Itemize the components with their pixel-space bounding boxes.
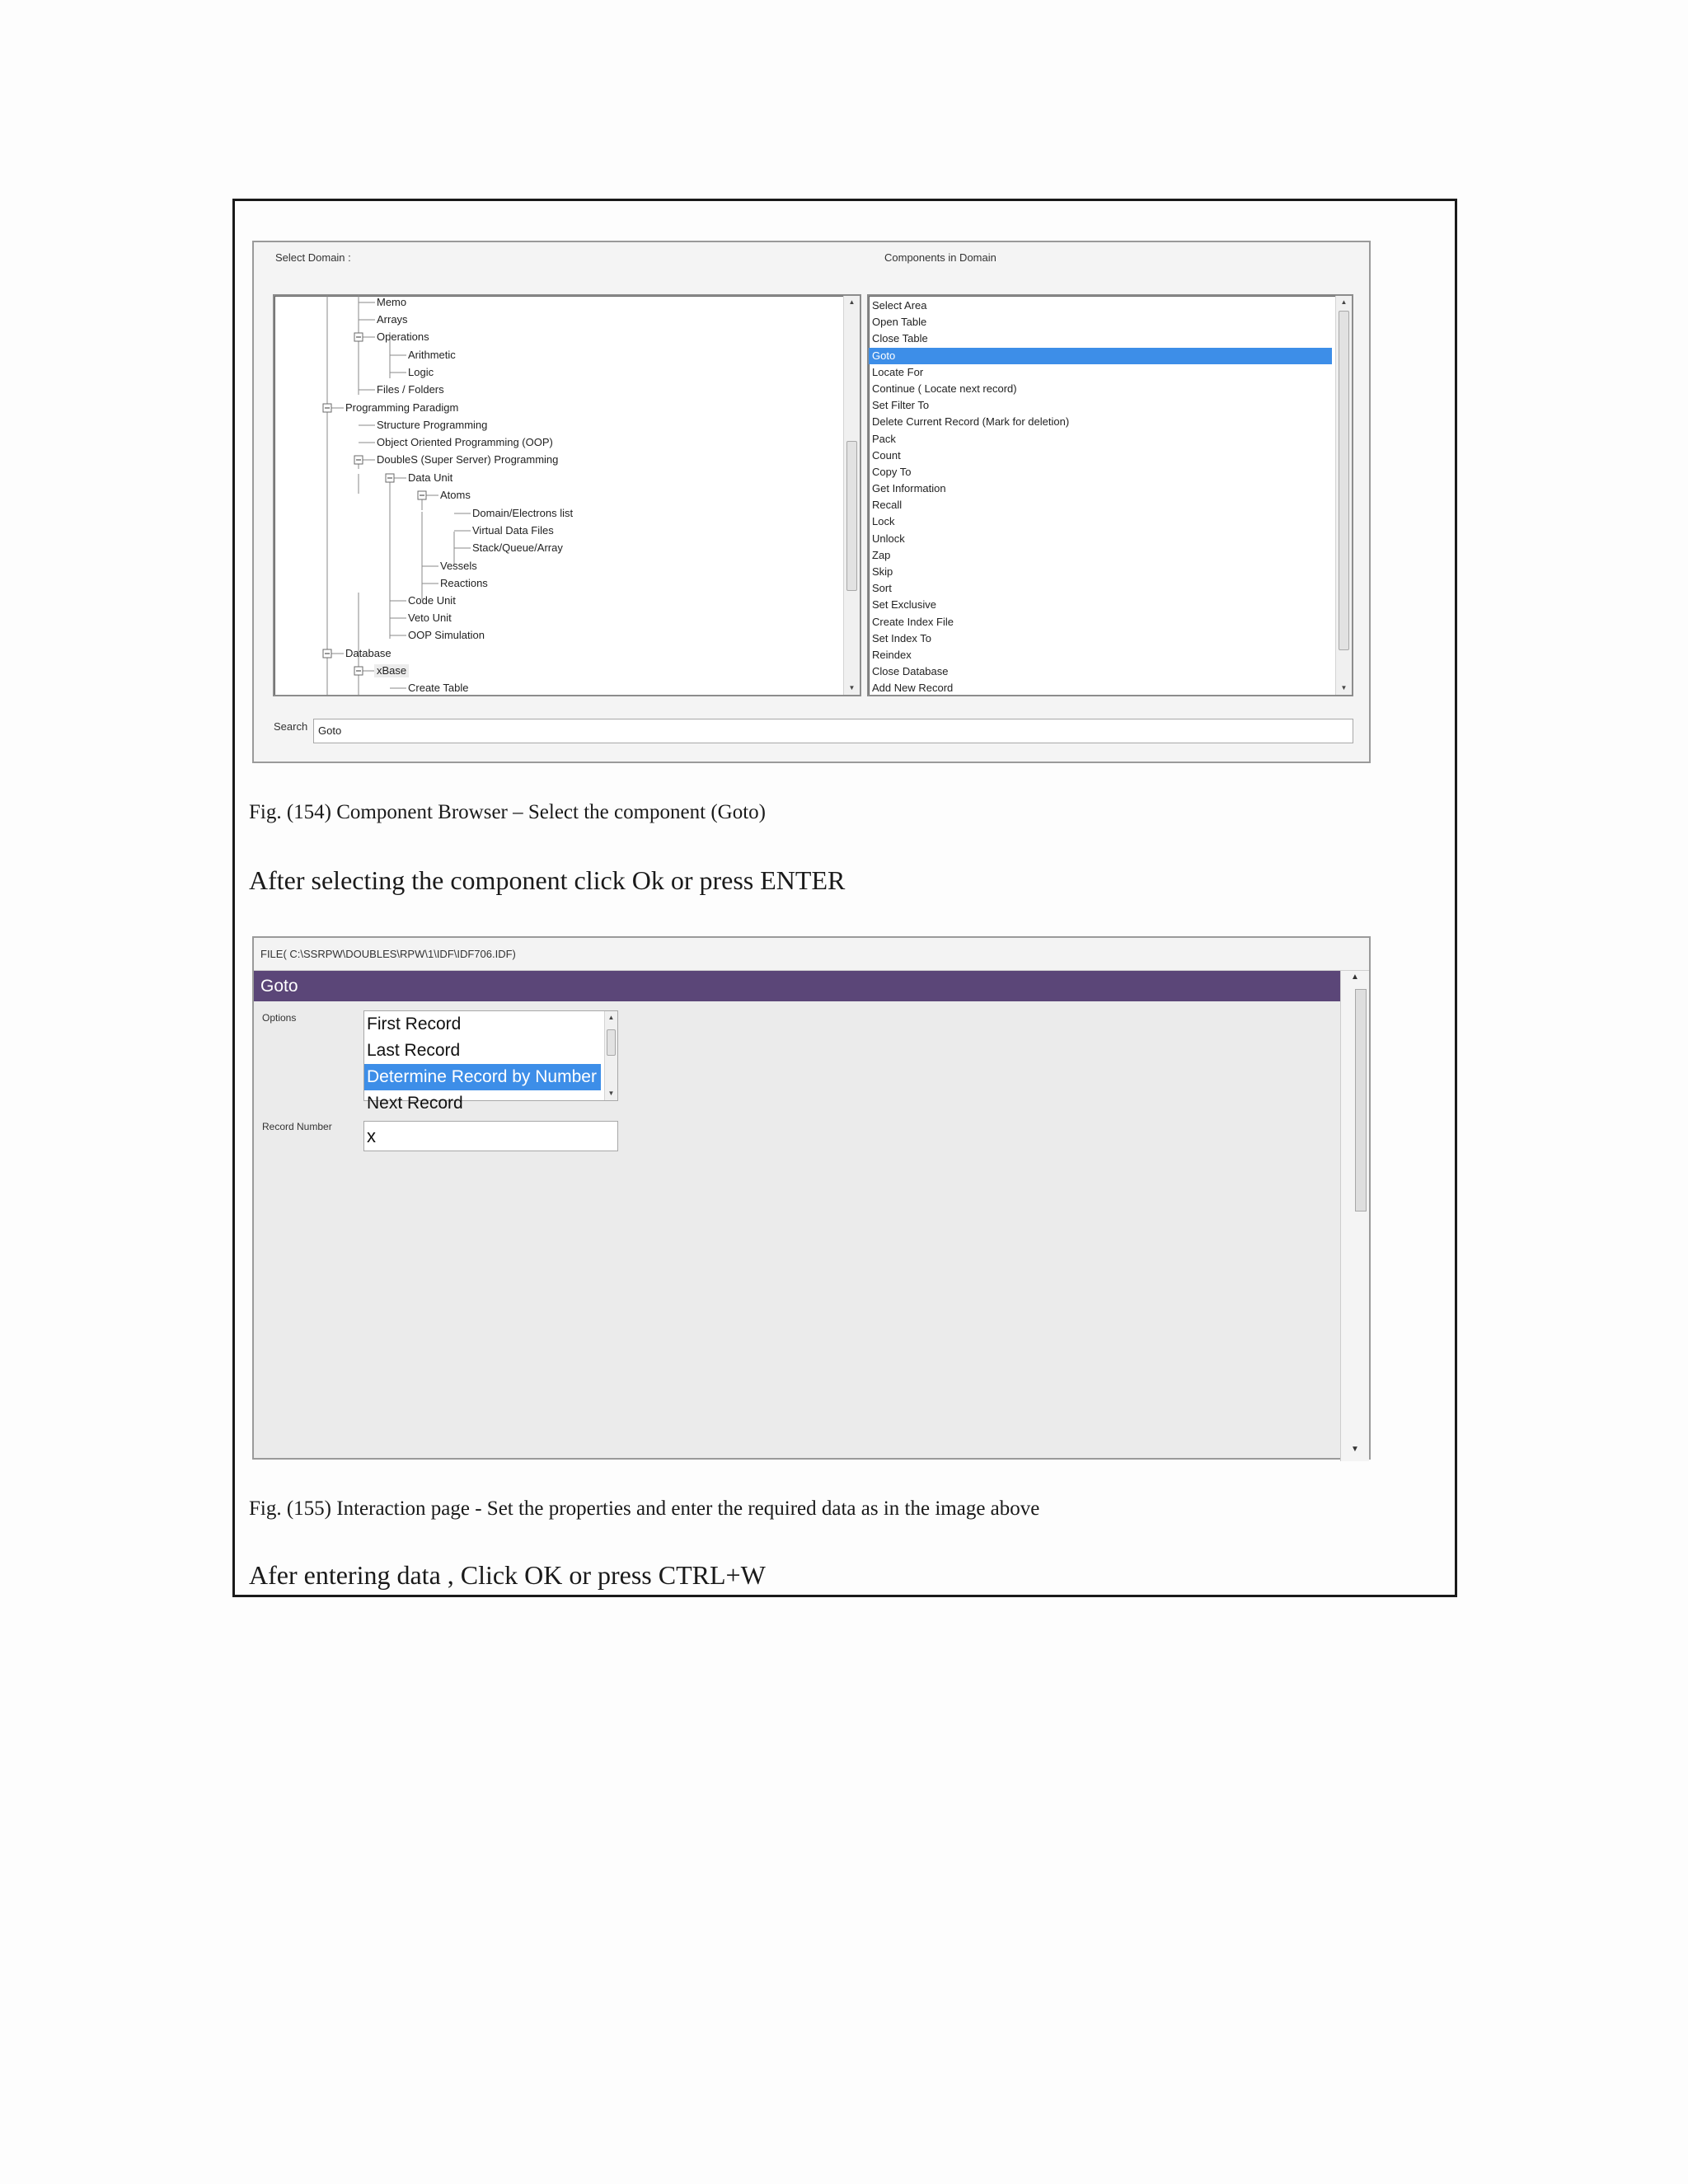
figure-154-caption: Fig. (154) Component Browser – Select the component (Goto) xyxy=(249,801,766,823)
component-item[interactable]: Copy To xyxy=(872,465,912,478)
tree-scrollbar[interactable] xyxy=(843,296,860,695)
scrollbar-thumb[interactable] xyxy=(1355,989,1367,1212)
components-scrollbar[interactable] xyxy=(1335,296,1352,695)
tree-node[interactable]: Structure Programming xyxy=(377,419,488,431)
components-list[interactable] xyxy=(867,294,1353,696)
component-item[interactable]: Set Filter To xyxy=(872,399,930,412)
component-item[interactable]: Set Index To xyxy=(872,631,932,644)
component-item[interactable]: Select Area xyxy=(872,299,927,312)
tree-node[interactable]: Database xyxy=(345,647,392,659)
scroll-down-arrow-icon[interactable]: ▼ xyxy=(1340,684,1348,691)
component-item[interactable]: Set Exclusive xyxy=(872,598,937,612)
component-browser-screenshot xyxy=(252,241,1371,763)
component-item[interactable]: Lock xyxy=(872,515,895,528)
component-item[interactable]: Pack xyxy=(872,432,896,445)
component-item[interactable]: Recall xyxy=(872,499,903,512)
tree-node[interactable]: Vessels xyxy=(440,560,477,572)
domain-tree[interactable] xyxy=(273,294,861,696)
component-item[interactable]: Count xyxy=(872,448,901,462)
scroll-up-arrow-icon[interactable]: ▲ xyxy=(1340,298,1348,306)
component-item[interactable]: Sort xyxy=(872,582,892,595)
component-item[interactable]: Close Database xyxy=(872,665,949,678)
tree-node-selected[interactable]: xBase xyxy=(374,664,409,677)
tree-node[interactable]: Code Unit xyxy=(408,594,456,607)
options-scrollbar[interactable] xyxy=(604,1011,617,1100)
option-item[interactable]: First Record xyxy=(367,1015,462,1033)
component-item[interactable]: Zap xyxy=(872,548,891,561)
tree-node[interactable]: Create Table xyxy=(408,682,469,694)
options-label: Options xyxy=(262,1012,297,1024)
interaction-page-screenshot xyxy=(252,936,1371,1460)
component-item[interactable]: Add New Record xyxy=(872,682,954,695)
component-item[interactable]: Close Table xyxy=(872,332,928,345)
tree-node[interactable]: Veto Unit xyxy=(408,612,452,624)
tree-node[interactable]: Stack/Queue/Array xyxy=(472,541,563,554)
tree-node[interactable]: Memo xyxy=(377,296,407,308)
file-path-bar: FILE( C:\SSRPW\DOUBLES\RPW\1\IDF\IDF706.IDF) xyxy=(254,938,1369,971)
component-item[interactable]: Reindex xyxy=(872,648,912,661)
tree-node[interactable]: Object Oriented Programming (OOP) xyxy=(377,436,553,448)
record-number-label: Record Number xyxy=(262,1121,332,1132)
instruction-text-2: Afer entering data , Click OK or press CTRL+W xyxy=(249,1560,766,1590)
tree-node[interactable]: Programming Paradigm xyxy=(345,401,459,414)
option-item-selected[interactable]: Determine Record by Number xyxy=(364,1064,601,1090)
tree-node[interactable]: OOP Simulation xyxy=(408,629,485,641)
scrollbar-thumb[interactable] xyxy=(1339,311,1349,650)
component-item[interactable]: Locate For xyxy=(872,365,924,378)
scroll-up-arrow-icon[interactable]: ▲ xyxy=(1351,972,1359,982)
scroll-up-arrow-icon[interactable]: ▲ xyxy=(607,1014,615,1021)
figure-155-caption: Fig. (155) Interaction page - Set the properties and enter the required data as in the image above xyxy=(249,1497,1040,1520)
interaction-scrollbar[interactable] xyxy=(1340,971,1369,1461)
tree-node[interactable]: Logic xyxy=(408,366,434,378)
scrollbar-thumb[interactable] xyxy=(846,441,857,591)
tree-node[interactable]: Reactions xyxy=(440,577,488,589)
search-label: Search xyxy=(274,720,308,733)
component-item[interactable]: Skip xyxy=(872,565,893,578)
tree-node[interactable]: Virtual Data Files xyxy=(472,524,554,537)
search-input[interactable]: Goto xyxy=(313,719,1353,743)
interaction-title-bar: Goto xyxy=(254,971,1343,1001)
tree-node[interactable]: Arithmetic xyxy=(408,349,456,361)
component-item[interactable]: Open Table xyxy=(872,316,927,329)
tree-node[interactable]: Data Unit xyxy=(408,471,453,484)
tree-node[interactable]: Operations xyxy=(377,330,429,343)
tree-node[interactable]: Domain/Electrons list xyxy=(472,507,574,519)
components-in-domain-label: Components in Domain xyxy=(884,251,996,264)
scroll-down-arrow-icon[interactable]: ▼ xyxy=(607,1090,615,1097)
instruction-text-1: After selecting the component click Ok or press ENTER xyxy=(249,865,846,895)
component-item[interactable]: Continue ( Locate next record) xyxy=(872,382,1017,395)
option-item[interactable]: Last Record xyxy=(367,1041,461,1060)
component-item[interactable]: Get Information xyxy=(872,482,946,495)
options-listbox[interactable] xyxy=(363,1010,618,1113)
component-item[interactable]: Delete Current Record (Mark for deletion) xyxy=(872,415,1070,429)
component-item[interactable]: Unlock xyxy=(872,532,905,545)
scroll-down-arrow-icon[interactable]: ▼ xyxy=(1351,1445,1359,1454)
tree-node[interactable]: Atoms xyxy=(440,489,471,501)
component-item-selected[interactable]: Goto xyxy=(869,348,1332,364)
components-list-items xyxy=(869,296,1337,695)
component-item[interactable]: Create Index File xyxy=(872,615,954,628)
tree-node[interactable]: Arrays xyxy=(377,313,408,326)
option-item[interactable]: Next Record xyxy=(367,1094,463,1113)
scroll-up-arrow-icon[interactable]: ▲ xyxy=(848,298,856,306)
select-domain-label: Select Domain : xyxy=(275,251,351,264)
tree-connector-lines xyxy=(274,296,843,695)
scrollbar-thumb[interactable] xyxy=(607,1029,616,1056)
record-number-input[interactable]: x xyxy=(363,1121,618,1151)
tree-node[interactable]: Files / Folders xyxy=(377,383,444,396)
tree-node[interactable]: DoubleS (Super Server) Programming xyxy=(377,453,559,466)
scroll-down-arrow-icon[interactable]: ▼ xyxy=(848,684,856,691)
